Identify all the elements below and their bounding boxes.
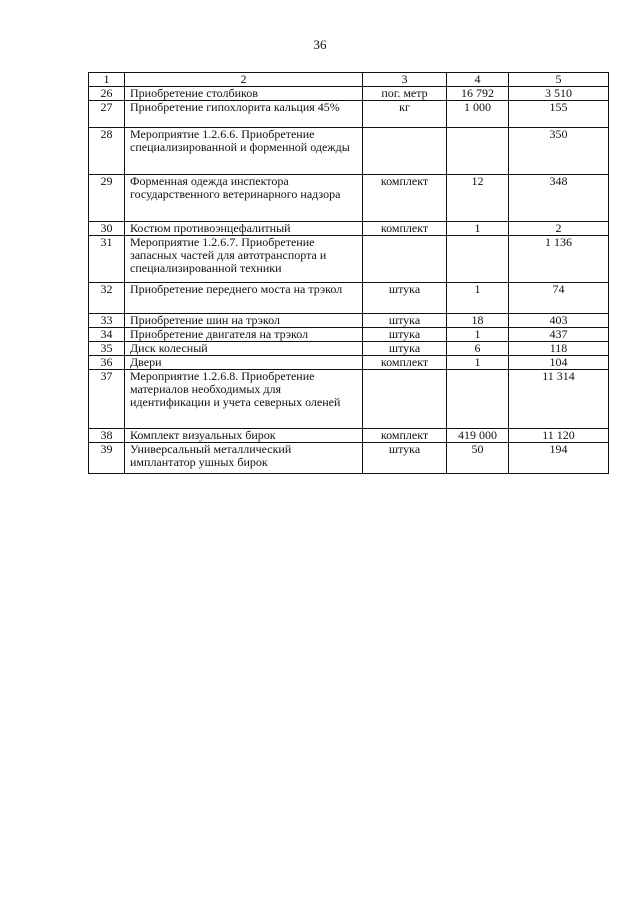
unit-cell: пог. метр xyxy=(363,87,447,101)
row-number: 38 xyxy=(89,429,125,443)
table-row xyxy=(89,370,609,429)
amount-cell: 3 510 xyxy=(509,87,609,101)
amount-cell: 11 120 xyxy=(509,429,609,443)
table-header-row xyxy=(89,73,609,87)
table-row xyxy=(89,356,609,370)
header-cell: 1 xyxy=(89,73,125,87)
row-number: 32 xyxy=(89,283,125,314)
unit-cell xyxy=(363,128,447,175)
quantity-cell: 419 000 xyxy=(447,429,509,443)
amount-cell: 2 xyxy=(509,222,609,236)
row-number: 34 xyxy=(89,328,125,342)
table-row xyxy=(89,443,609,474)
item-name: Диск колесный xyxy=(125,342,363,356)
unit-cell: штука xyxy=(363,314,447,328)
item-name: Приобретение двигателя на трэкол xyxy=(125,328,363,342)
amount-cell: 11 314 xyxy=(509,370,609,429)
row-number: 26 xyxy=(89,87,125,101)
row-number: 33 xyxy=(89,314,125,328)
table-row xyxy=(89,429,609,443)
quantity-cell xyxy=(447,236,509,283)
unit-cell xyxy=(363,370,447,429)
unit-cell: штука xyxy=(363,443,447,474)
quantity-cell xyxy=(447,370,509,429)
unit-cell: комплект xyxy=(363,175,447,222)
item-name: Приобретение переднего моста на трэкол xyxy=(125,283,363,314)
data-table xyxy=(88,72,609,474)
quantity-cell: 1 xyxy=(447,283,509,314)
row-number: 37 xyxy=(89,370,125,429)
quantity-cell: 16 792 xyxy=(447,87,509,101)
amount-cell: 437 xyxy=(509,328,609,342)
quantity-cell: 18 xyxy=(447,314,509,328)
quantity-cell: 1 xyxy=(447,356,509,370)
table-row xyxy=(89,175,609,222)
amount-cell: 104 xyxy=(509,356,609,370)
unit-cell: штука xyxy=(363,342,447,356)
row-number: 35 xyxy=(89,342,125,356)
item-name: Комплект визуальных бирок xyxy=(125,429,363,443)
header-cell: 2 xyxy=(125,73,363,87)
amount-cell: 1 136 xyxy=(509,236,609,283)
quantity-cell: 1 xyxy=(447,328,509,342)
quantity-cell: 12 xyxy=(447,175,509,222)
amount-cell: 348 xyxy=(509,175,609,222)
table-row xyxy=(89,87,609,101)
amount-cell: 350 xyxy=(509,128,609,175)
unit-cell: штука xyxy=(363,328,447,342)
amount-cell: 403 xyxy=(509,314,609,328)
page-number: 36 xyxy=(313,37,327,52)
unit-cell: комплект xyxy=(363,356,447,370)
table-row xyxy=(89,128,609,175)
header-cell: 4 xyxy=(447,73,509,87)
table-row xyxy=(89,328,609,342)
table-row xyxy=(89,236,609,283)
item-name: Приобретение столбиков xyxy=(125,87,363,101)
row-number: 27 xyxy=(89,101,125,128)
row-number: 28 xyxy=(89,128,125,175)
unit-cell: комплект xyxy=(363,429,447,443)
row-number: 30 xyxy=(89,222,125,236)
amount-cell: 118 xyxy=(509,342,609,356)
item-name: Двери xyxy=(125,356,363,370)
header-cell: 3 xyxy=(363,73,447,87)
item-name: Мероприятие 1.2.6.6. Приобретение специализированной и форменной одежды xyxy=(125,128,363,175)
unit-cell: кг xyxy=(363,101,447,128)
item-name: Мероприятие 1.2.6.8. Приобретение материалов необходимых для идентификации и учета северных оленей xyxy=(125,370,363,429)
quantity-cell: 1 xyxy=(447,222,509,236)
table-row xyxy=(89,222,609,236)
row-number: 29 xyxy=(89,175,125,222)
table-row xyxy=(89,101,609,128)
quantity-cell: 1 000 xyxy=(447,101,509,128)
item-name: Приобретение гипохлорита кальция 45% xyxy=(125,101,363,128)
quantity-cell xyxy=(447,128,509,175)
header-cell: 5 xyxy=(509,73,609,87)
quantity-cell: 50 xyxy=(447,443,509,474)
table-row xyxy=(89,314,609,328)
table-row xyxy=(89,283,609,314)
item-name: Приобретение шин на трэкол xyxy=(125,314,363,328)
item-name: Костюм противоэнцефалитный xyxy=(125,222,363,236)
unit-cell xyxy=(363,236,447,283)
unit-cell: штука xyxy=(363,283,447,314)
quantity-cell: 6 xyxy=(447,342,509,356)
row-number: 39 xyxy=(89,443,125,474)
row-number: 36 xyxy=(89,356,125,370)
item-name: Универсальный металлический имплантатор ушных бирок xyxy=(125,443,363,474)
item-name: Мероприятие 1.2.6.7. Приобретение запасных частей для автотранспорта и специализированной техники xyxy=(125,236,363,283)
unit-cell: комплект xyxy=(363,222,447,236)
row-number: 31 xyxy=(89,236,125,283)
item-name: Форменная одежда инспектора государственного ветеринарного надзора xyxy=(125,175,363,222)
table-row xyxy=(89,342,609,356)
amount-cell: 194 xyxy=(509,443,609,474)
amount-cell: 74 xyxy=(509,283,609,314)
amount-cell: 155 xyxy=(509,101,609,128)
